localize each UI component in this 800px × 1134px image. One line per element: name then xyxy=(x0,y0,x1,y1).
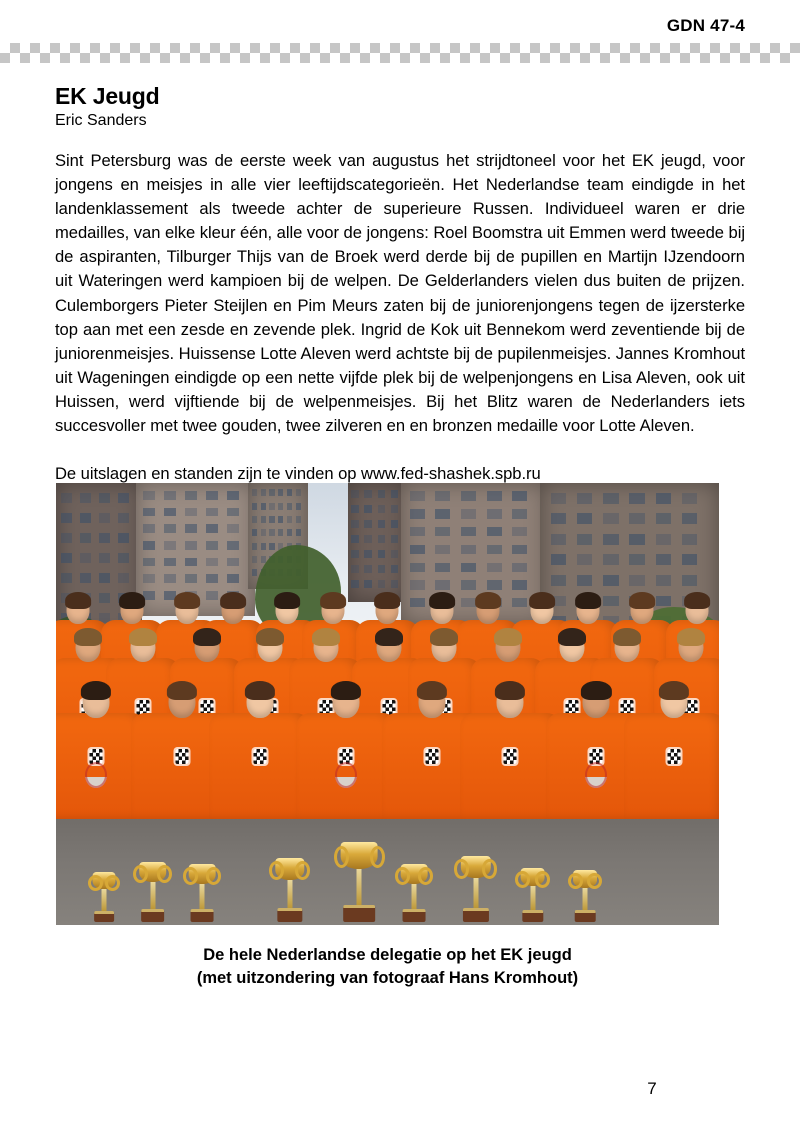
photo-hair xyxy=(256,628,284,646)
photo-window xyxy=(296,503,301,510)
photo-trophy-handle xyxy=(157,865,172,883)
photo-window xyxy=(143,508,155,517)
photo-window xyxy=(512,509,527,518)
photo-crowd xyxy=(56,616,719,828)
photo-window xyxy=(682,493,698,504)
photo-window xyxy=(164,508,176,517)
photo-window xyxy=(378,580,386,588)
photo-window xyxy=(435,563,450,572)
photo-person xyxy=(624,713,719,819)
photo-window xyxy=(227,574,239,583)
photo-window xyxy=(391,535,399,543)
photo-hair xyxy=(575,592,601,609)
photo-window xyxy=(252,489,257,496)
photo-trophy-stem xyxy=(199,884,204,912)
photo-trophy-base xyxy=(344,905,376,922)
photo-window xyxy=(269,543,274,550)
photo-window xyxy=(435,527,450,536)
photo-hair xyxy=(677,628,705,646)
photo-window xyxy=(164,541,176,550)
photo-hair xyxy=(429,592,455,609)
photo-window xyxy=(487,545,502,554)
photo-window xyxy=(391,490,399,498)
photo-window xyxy=(364,550,372,558)
photo-window xyxy=(351,490,359,498)
photo-window xyxy=(252,503,257,510)
photo-window xyxy=(99,513,110,523)
photo-hair xyxy=(331,681,361,700)
photo-hair xyxy=(65,592,91,609)
photo-window xyxy=(185,558,197,567)
photo-caption-line-1: De hele Nederlandse delegatie op het EK jeugd xyxy=(203,946,572,964)
photo-window xyxy=(143,558,155,567)
photo-hair xyxy=(129,628,157,646)
photo-window xyxy=(410,509,425,518)
photo-window xyxy=(206,491,218,500)
photo-trophy-handle xyxy=(395,867,410,885)
photo-window xyxy=(164,558,176,567)
photo-window xyxy=(391,520,399,528)
photo-trophy xyxy=(520,868,545,922)
photo-window xyxy=(61,513,72,523)
photo-trophy-stem xyxy=(357,869,362,907)
photo-window xyxy=(287,503,292,510)
photo-window xyxy=(629,554,645,565)
photo-window xyxy=(487,491,502,500)
photo-window xyxy=(551,493,567,504)
photo-window xyxy=(143,541,155,550)
photo-window xyxy=(682,534,698,545)
photo-trophy-stem xyxy=(583,888,588,913)
photo-window xyxy=(80,553,91,563)
photo-window xyxy=(364,535,372,543)
photo-window xyxy=(227,508,239,517)
photo-window xyxy=(410,527,425,536)
photo-window xyxy=(577,493,593,504)
photo-trophy-handle xyxy=(587,873,602,889)
photo-window xyxy=(682,575,698,586)
photo-window xyxy=(278,516,283,523)
photo-trophy xyxy=(573,870,597,922)
photo-window xyxy=(378,535,386,543)
photo-window xyxy=(577,554,593,565)
photo-window xyxy=(296,529,301,536)
photo-hair xyxy=(220,592,246,609)
photo-trophy-stem xyxy=(530,886,535,912)
photo-hair xyxy=(320,592,346,609)
photo-window xyxy=(99,553,110,563)
photo-window xyxy=(206,558,218,567)
photo-trophy xyxy=(341,842,378,922)
photo-window xyxy=(364,505,372,513)
photo-trophy xyxy=(401,864,428,922)
photo-window xyxy=(435,580,450,589)
photo-window xyxy=(185,541,197,550)
photo-window xyxy=(351,550,359,558)
photo-window xyxy=(461,527,476,536)
photo-window xyxy=(278,489,283,496)
photo-window xyxy=(61,553,72,563)
photo-trophy-base xyxy=(94,911,114,923)
photo-hair xyxy=(659,681,689,700)
photo-window xyxy=(577,513,593,524)
photo-trophy-stem xyxy=(101,889,106,913)
photo-window xyxy=(287,529,292,536)
photo-window xyxy=(287,489,292,496)
photo-hair xyxy=(193,628,221,646)
photo-trophy xyxy=(189,864,216,922)
photo-hair xyxy=(417,681,447,700)
photo-window xyxy=(603,513,619,524)
photo-window xyxy=(461,580,476,589)
photo-hair xyxy=(630,592,656,609)
photo-window xyxy=(164,491,176,500)
photo-caption-line-2: (met uitzondering van fotograaf Hans Kromhout) xyxy=(196,969,579,987)
photo-window xyxy=(118,513,129,523)
photo-window xyxy=(487,509,502,518)
photo-medal xyxy=(85,762,107,788)
photo-window xyxy=(80,533,91,543)
photo-window xyxy=(378,490,386,498)
photo-hair xyxy=(174,592,200,609)
photo-apartment-block xyxy=(401,483,547,624)
photo-window xyxy=(512,563,527,572)
photo-window xyxy=(364,565,372,573)
photo-window xyxy=(227,541,239,550)
photo-window xyxy=(185,491,197,500)
photo-window xyxy=(351,580,359,588)
photo-window xyxy=(185,524,197,533)
photo-window xyxy=(410,545,425,554)
photo-window xyxy=(577,534,593,545)
photo-window xyxy=(391,550,399,558)
photo-window xyxy=(512,545,527,554)
photo-window xyxy=(487,527,502,536)
photo-window xyxy=(461,598,476,607)
photo-trophy-handle xyxy=(454,859,469,878)
photo-trophy-base xyxy=(575,910,596,922)
photo-window xyxy=(410,580,425,589)
photo-trophy-handle xyxy=(206,867,221,885)
photo-window xyxy=(206,541,218,550)
photo-window xyxy=(435,509,450,518)
photo-trophy-handle xyxy=(183,867,198,885)
article-body xyxy=(55,149,745,486)
photo-window xyxy=(656,513,672,524)
photo-window xyxy=(118,533,129,543)
photo-window xyxy=(278,503,283,510)
photo-trophy xyxy=(92,872,115,922)
photo-trophy-stem xyxy=(287,880,292,911)
photo-window xyxy=(435,545,450,554)
photo-trophy-base xyxy=(463,908,489,922)
photo-window xyxy=(656,575,672,586)
photo-hair xyxy=(430,628,458,646)
photo-window xyxy=(656,596,672,607)
checkerboard-divider xyxy=(0,43,800,63)
photo-window xyxy=(603,554,619,565)
photo-window xyxy=(99,533,110,543)
photo-hair xyxy=(375,592,401,609)
page-number xyxy=(0,1079,800,1099)
photo-window xyxy=(391,565,399,573)
photo-window xyxy=(629,513,645,524)
photo-window xyxy=(351,505,359,513)
photo-window xyxy=(269,489,274,496)
photo-window xyxy=(391,580,399,588)
photo-window xyxy=(461,545,476,554)
photo-window xyxy=(461,563,476,572)
photo-window xyxy=(99,493,110,503)
photo-trophy-base xyxy=(522,910,543,922)
photo-hair xyxy=(529,592,555,609)
photo-window xyxy=(261,516,266,523)
photo-window xyxy=(61,493,72,503)
team-photo xyxy=(56,483,719,925)
photo-hair xyxy=(475,592,501,609)
photo-window xyxy=(551,575,567,586)
photo-window xyxy=(351,520,359,528)
article-paragraph-1: Sint Petersburg was de eerste week van augustus het strijdtoneel voor het EK jeugd, voor jongens en meisjes in alle vier leeftijdscategorieën. Het Nederlandse team eindigde in het landenklassement als tweede achter de superieure Russen. Individueel waren er drie medailles, van elke kleur één, alle voor de jongens: Roel Boomstra uit Emmen werd tweede bij de aspiranten, Tilburger Thijs van de Broek werd derde bij de pupillen en Martijn IJzendoorn uit Wateringen werd kampioen bij de welpen. De Gelderlanders vielen dus buiten de prijzen. Culemborgers Pieter Steijlen en Pim Meurs zaten bij de juniorenjongens tegen de ijzersterke top aan met een zesde en zevende plek. Ingrid de Kok uit Bennekom werd zeventiende bij de juniorenmeisjes. Huissense Lotte Aleven werd achtste bij de pupilenmeisjes. Jannes Kromhout uit Wageningen eindigde op een nette vijfde plek bij de welpenjongens en Lisa Aleven, ook uit Huissen, werd vijftiende bij de welpenmeisjes. Bij het Blitz waren de Nederlanders iets succesvoller met twee gouden, twee zilveren en en bronzen medaille voor Lotte Aleven. xyxy=(55,151,746,436)
photo-chess-logo xyxy=(175,749,188,764)
photo-window xyxy=(603,596,619,607)
photo-window xyxy=(512,491,527,500)
photo-window xyxy=(252,516,257,523)
photo-trophy xyxy=(139,862,167,922)
photo-window xyxy=(269,516,274,523)
photo-trophy-stem xyxy=(412,884,417,912)
photo-trophy-stem xyxy=(473,878,478,910)
photo-window xyxy=(603,534,619,545)
photo-window xyxy=(551,513,567,524)
photo-window xyxy=(252,543,257,550)
photo-hair xyxy=(312,628,340,646)
photo-trophy-base xyxy=(403,909,426,922)
photo-apartment-block xyxy=(348,483,408,602)
photo-window xyxy=(410,491,425,500)
photo-hair xyxy=(167,681,197,700)
photo-window xyxy=(80,573,91,583)
photo-chess-logo xyxy=(504,749,517,764)
photo-hair xyxy=(245,681,275,700)
photo-window xyxy=(378,550,386,558)
photo-hair xyxy=(495,681,525,700)
photo-window xyxy=(577,575,593,586)
photo-hair xyxy=(274,592,300,609)
photo-window xyxy=(410,563,425,572)
photo-window xyxy=(378,565,386,573)
photo-window xyxy=(118,493,129,503)
photo-hair xyxy=(74,628,102,646)
photo-window xyxy=(80,493,91,503)
page-header xyxy=(0,0,800,42)
photo-trophy-base xyxy=(190,909,213,922)
running-head-label: GDN 47-4 xyxy=(666,16,745,35)
photo-trophy xyxy=(275,858,304,922)
photo-hair xyxy=(375,628,403,646)
photo-trophy-handle xyxy=(334,846,349,868)
photo-window xyxy=(206,591,218,600)
photo-trophy-stem xyxy=(150,882,155,911)
photo-window xyxy=(512,580,527,589)
photo-trophy-handle xyxy=(535,871,550,888)
photo-window xyxy=(378,520,386,528)
photo-trophy xyxy=(460,856,490,922)
photo-window xyxy=(364,520,372,528)
photo-window xyxy=(164,574,176,583)
photo-window xyxy=(296,516,301,523)
photo-chess-logo xyxy=(253,749,266,764)
photo-window xyxy=(185,574,197,583)
photo-trophy-base xyxy=(277,908,302,922)
article-paragraph-2: De uitslagen en standen zijn te vinden op www.fed-shashek.spb.ru xyxy=(55,464,541,484)
photo-window xyxy=(261,543,266,550)
page-title: EK Jeugd xyxy=(55,83,160,109)
photo-window xyxy=(656,554,672,565)
photo-hair xyxy=(120,592,146,609)
photo-window xyxy=(551,534,567,545)
article-author: Eric Sanders xyxy=(55,112,147,129)
photo-window xyxy=(252,529,257,536)
photo-road xyxy=(56,806,719,925)
photo-window xyxy=(378,505,386,513)
photo-window xyxy=(629,575,645,586)
photo-caption xyxy=(56,944,719,990)
photo-trophy-handle xyxy=(482,859,497,878)
page-number-value: 7 xyxy=(647,1079,657,1098)
photo-window xyxy=(61,533,72,543)
photo-window xyxy=(603,575,619,586)
photo-window xyxy=(80,513,91,523)
photo-window xyxy=(391,505,399,513)
photo-window xyxy=(629,534,645,545)
photo-window xyxy=(351,535,359,543)
photo-window xyxy=(435,491,450,500)
photo-window xyxy=(227,558,239,567)
photo-trophy-handle xyxy=(295,861,310,880)
photo-window xyxy=(269,529,274,536)
photo-window xyxy=(261,529,266,536)
photo-trophy-handle xyxy=(269,861,284,880)
photo-window xyxy=(603,493,619,504)
photo-window xyxy=(185,508,197,517)
photo-window xyxy=(206,524,218,533)
photo-trophy-handle xyxy=(418,867,433,885)
photo-window xyxy=(99,593,110,603)
photo-window xyxy=(512,527,527,536)
photo-window xyxy=(227,491,239,500)
photo-window xyxy=(118,553,129,563)
photo-trophy-handle xyxy=(105,875,120,891)
photo-hair xyxy=(558,628,586,646)
photo-medal xyxy=(585,762,607,788)
photo-window xyxy=(461,509,476,518)
photo-window xyxy=(261,489,266,496)
photo-window xyxy=(143,524,155,533)
photo-window xyxy=(206,508,218,517)
photo-window xyxy=(551,554,567,565)
photo-window xyxy=(682,513,698,524)
photo-window xyxy=(487,580,502,589)
photo-window xyxy=(143,491,155,500)
photo-trophy-handle xyxy=(515,871,530,888)
photo-window xyxy=(512,598,527,607)
photo-window xyxy=(682,554,698,565)
photo-hair xyxy=(494,628,522,646)
photo-window xyxy=(296,489,301,496)
photo-hair xyxy=(81,681,111,700)
photo-window xyxy=(206,574,218,583)
photo-window xyxy=(629,493,645,504)
photo-window xyxy=(61,573,72,583)
photo-trophy-base xyxy=(141,909,165,922)
photo-chess-logo xyxy=(426,749,439,764)
photo-window xyxy=(252,569,257,576)
photo-window xyxy=(487,563,502,572)
photo-stage xyxy=(56,483,719,925)
photo-chess-logo xyxy=(668,749,681,764)
photo-window xyxy=(351,565,359,573)
photo-window xyxy=(278,529,283,536)
photo-window xyxy=(656,493,672,504)
photo-window xyxy=(252,556,257,563)
photo-window xyxy=(269,503,274,510)
photo-window xyxy=(99,573,110,583)
photo-hair xyxy=(581,681,611,700)
photo-window xyxy=(364,490,372,498)
photo-medal xyxy=(335,762,357,788)
photo-window xyxy=(261,503,266,510)
photo-window xyxy=(656,534,672,545)
photo-trophy-handle xyxy=(370,846,385,868)
photo-window xyxy=(143,574,155,583)
photo-window xyxy=(227,524,239,533)
photo-hair xyxy=(684,592,710,609)
photo-hair xyxy=(613,628,641,646)
photo-window xyxy=(287,516,292,523)
photo-window xyxy=(410,598,425,607)
photo-window xyxy=(461,491,476,500)
photo-window xyxy=(118,573,129,583)
photo-window xyxy=(164,524,176,533)
photo-window xyxy=(364,580,372,588)
